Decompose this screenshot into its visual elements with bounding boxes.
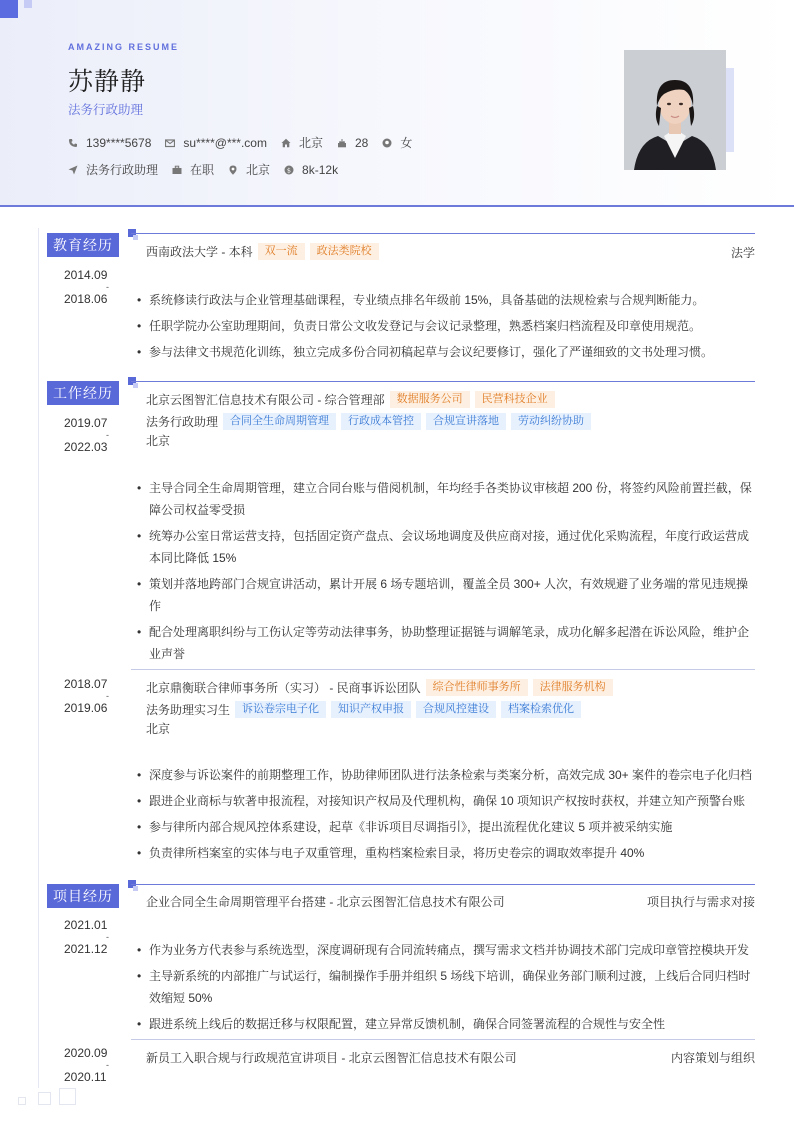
list-item: • 作为业务方代表参与系统选型，深度调研现有合同流转痛点，撰写需求文档并协调技术部门完成印章管控模块开发 — [137, 939, 755, 961]
job-title: 法务行政助理 — [68, 103, 144, 117]
work-bullet-list — [137, 764, 755, 864]
list-item: • 负责律所档案室的实体与电子双重管理，重构档案检索目录，将历史卷宗的调取效率提升 40% — [137, 842, 755, 864]
date-separator: - — [106, 691, 109, 701]
work-company: 北京鼎衡联合律师事务所（实习） - 民商事诉讼团队 — [146, 681, 421, 695]
work-role-row — [146, 413, 591, 430]
list-item: • 深度参与诉讼案件的前期整理工作，协助律师团队进行法条检索与类案分析，高效完成 30+ 案件的卷宗电子化归档 — [137, 764, 755, 786]
list-item: • 参与法律文书规范化训练，独立完成多份合同初稿起草与会议纪要修订，强化了严谨细致的文书处理习惯。 — [137, 341, 755, 363]
skill-tag: 行政成本管控 — [341, 413, 421, 430]
edu-school: 西南政法大学 - 本科 — [146, 245, 253, 259]
date-separator: - — [106, 932, 109, 942]
project-name: 企业合同全生命周期管理平台搭建 - 北京云图智汇信息技术有限公司 — [146, 895, 505, 909]
section-divider — [131, 884, 755, 885]
profile-photo — [624, 50, 726, 170]
skill-tag: 诉讼卷宗电子化 — [235, 701, 326, 718]
briefcase-icon — [172, 165, 182, 175]
brand-text: AMAZING RESUME — [68, 42, 179, 52]
decor-square — [38, 1092, 51, 1105]
contact-gender — [382, 134, 412, 151]
work-end-date: 2019.06 — [64, 701, 108, 715]
decor-square — [59, 1088, 76, 1105]
project-role: 项目执行与需求对接 — [646, 895, 755, 909]
list-item: • 配合处理离职纠纷与工伤认定等劳动法律事务，协助整理证据链与调解笔录，成功化解多起潜在诉讼风险，维护企业声誉 — [137, 621, 755, 665]
location-icon — [228, 165, 238, 175]
edu-end-date: 2018.06 — [64, 292, 108, 306]
phone-icon — [68, 138, 78, 148]
company-tag: 综合性律师事务所 — [426, 679, 528, 696]
intent-text: 在职 — [190, 163, 215, 177]
mail-icon — [165, 138, 175, 148]
intent-position — [68, 161, 158, 178]
list-item: • 任职学院办公室助理期间，负责日常公文收发登记与会议记录整理，熟悉档案归档流程及印章使用规范。 — [137, 315, 755, 337]
skill-tag: 知识产权申报 — [331, 701, 411, 718]
contact-phone — [68, 136, 151, 150]
date-separator: - — [106, 1060, 109, 1070]
contact-text: 139****5678 — [86, 135, 152, 150]
contact-text: 女 — [400, 136, 413, 150]
intent-text: 北京 — [246, 163, 271, 177]
work-company-row — [146, 679, 613, 696]
project-start-date: 2020.09 — [64, 1046, 108, 1060]
work-start-date: 2018.07 — [64, 677, 108, 691]
person-name: 苏静静 — [68, 68, 147, 96]
work-role: 法务助理实习生 — [146, 703, 231, 717]
company-tag: 数据服务公司 — [390, 391, 470, 408]
entry-divider — [131, 1039, 755, 1040]
work-bullet-list — [137, 477, 755, 665]
company-tag: 民营科技企业 — [475, 391, 555, 408]
work-company: 北京云图智汇信息技术有限公司 - 综合管理部 — [146, 393, 385, 407]
resume-header — [0, 0, 794, 207]
edu-school-row — [146, 243, 379, 260]
edu-bullet-list — [137, 289, 755, 363]
list-item: • 策划并落地跨部门合规宣讲活动，累计开展 6 场专题培训，覆盖全员 300+ 人次，有效规避了业务端的常见违规操作 — [137, 573, 755, 617]
project-bullet-list — [137, 939, 755, 1035]
list-item: • 系统修读行政法与企业管理基础课程，专业绩点排名年级前 15%，具备基础的法规检索与合规判断能力。 — [137, 289, 755, 311]
intent-text: 8k-12k — [302, 162, 339, 177]
section-marker — [133, 383, 138, 388]
edu-tag: 政法类院校 — [310, 243, 379, 260]
svg-text:$: $ — [286, 165, 292, 174]
intent-row — [68, 161, 352, 178]
contact-text: su****@***.com — [183, 135, 267, 150]
project-end-date: 2021.12 — [64, 942, 108, 956]
section-marker — [133, 235, 138, 240]
contact-home — [281, 134, 323, 151]
work-start-date: 2019.07 — [64, 416, 108, 430]
list-item: • 主导合同全生命周期管理，建立合同台账与借阅机制，年均经手各类协议审核超 200 份，将签约风险前置拦截，保障公司权益零受损 — [137, 477, 755, 521]
skill-tag: 档案检索优化 — [501, 701, 581, 718]
list-item: • 参与律所内部合规风控体系建设，起草《非诉项目尽调指引》，提出流程优化建议 5 项并被采纳实施 — [137, 816, 755, 838]
contact-text: 28 — [354, 135, 369, 150]
contact-row — [68, 134, 426, 151]
entry-divider — [131, 669, 755, 670]
section-divider — [131, 233, 755, 234]
list-item: • 跟进企业商标与软著申报流程，对接知识产权局及代理机构，确保 10 项知识产权按时获权，并建立知产预警台账 — [137, 790, 755, 812]
contact-age — [337, 136, 368, 150]
skill-tag: 合规风控建设 — [416, 701, 496, 718]
contact-email — [165, 136, 267, 150]
project-role: 内容策划与组织 — [670, 1051, 755, 1065]
edu-start-date: 2014.09 — [64, 268, 108, 282]
edu-tag: 双一流 — [258, 243, 305, 260]
list-item: • 主导新系统的内部推广与试运行，编制操作手册并组织 5 场线下培训，确保业务部门顺利过渡，上线后合同归档时效缩短 50% — [137, 965, 755, 1009]
project-name: 新员工入职合规与行政规范宣讲项目 - 北京云图智汇信息技术有限公司 — [146, 1051, 517, 1065]
decor-square — [0, 0, 18, 18]
section-divider — [131, 381, 755, 382]
send-icon — [68, 165, 78, 175]
skill-tag: 劳动纠纷协助 — [511, 413, 591, 430]
intent-salary — [284, 163, 338, 177]
edu-major: 法学 — [730, 246, 755, 260]
date-separator: - — [106, 282, 109, 292]
contact-text: 北京 — [298, 136, 323, 150]
project-end-date: 2020.11 — [64, 1070, 107, 1084]
project-start-date: 2021.01 — [64, 918, 108, 932]
work-role-row — [146, 701, 581, 718]
list-item: • 统筹办公室日常运营支持，包括固定资产盘点、会议场地调度及供应商对接，通过优化采购流程，年度行政运营成本同比降低 15% — [137, 525, 755, 569]
section-projects-title: 项目经历 — [47, 884, 119, 908]
company-tag: 法律服务机构 — [533, 679, 613, 696]
gender-icon — [382, 138, 392, 148]
work-end-date: 2022.03 — [64, 440, 108, 454]
timeline-rule — [38, 228, 39, 1088]
decor-square — [18, 1097, 26, 1105]
cake-icon — [337, 138, 347, 148]
skill-tag: 合规宣讲落地 — [426, 413, 506, 430]
date-separator: - — [106, 430, 109, 440]
list-item: • 跟进系统上线后的数据迁移与权限配置，建立异常反馈机制，确保合同签署流程的合规性与安全性 — [137, 1013, 755, 1035]
work-city: 北京 — [146, 722, 171, 736]
intent-city — [228, 161, 270, 178]
work-company-row — [146, 391, 555, 408]
salary-icon — [284, 165, 294, 175]
skill-tag: 合同全生命周期管理 — [223, 413, 336, 430]
section-marker — [133, 886, 138, 891]
home-icon — [281, 138, 291, 148]
intent-text: 法务行政助理 — [86, 163, 159, 177]
work-role: 法务行政助理 — [146, 415, 219, 429]
decor-square — [24, 0, 32, 8]
intent-status — [172, 161, 214, 178]
section-education-title: 教育经历 — [47, 233, 119, 257]
section-work-title: 工作经历 — [47, 381, 119, 405]
work-city: 北京 — [146, 434, 171, 448]
